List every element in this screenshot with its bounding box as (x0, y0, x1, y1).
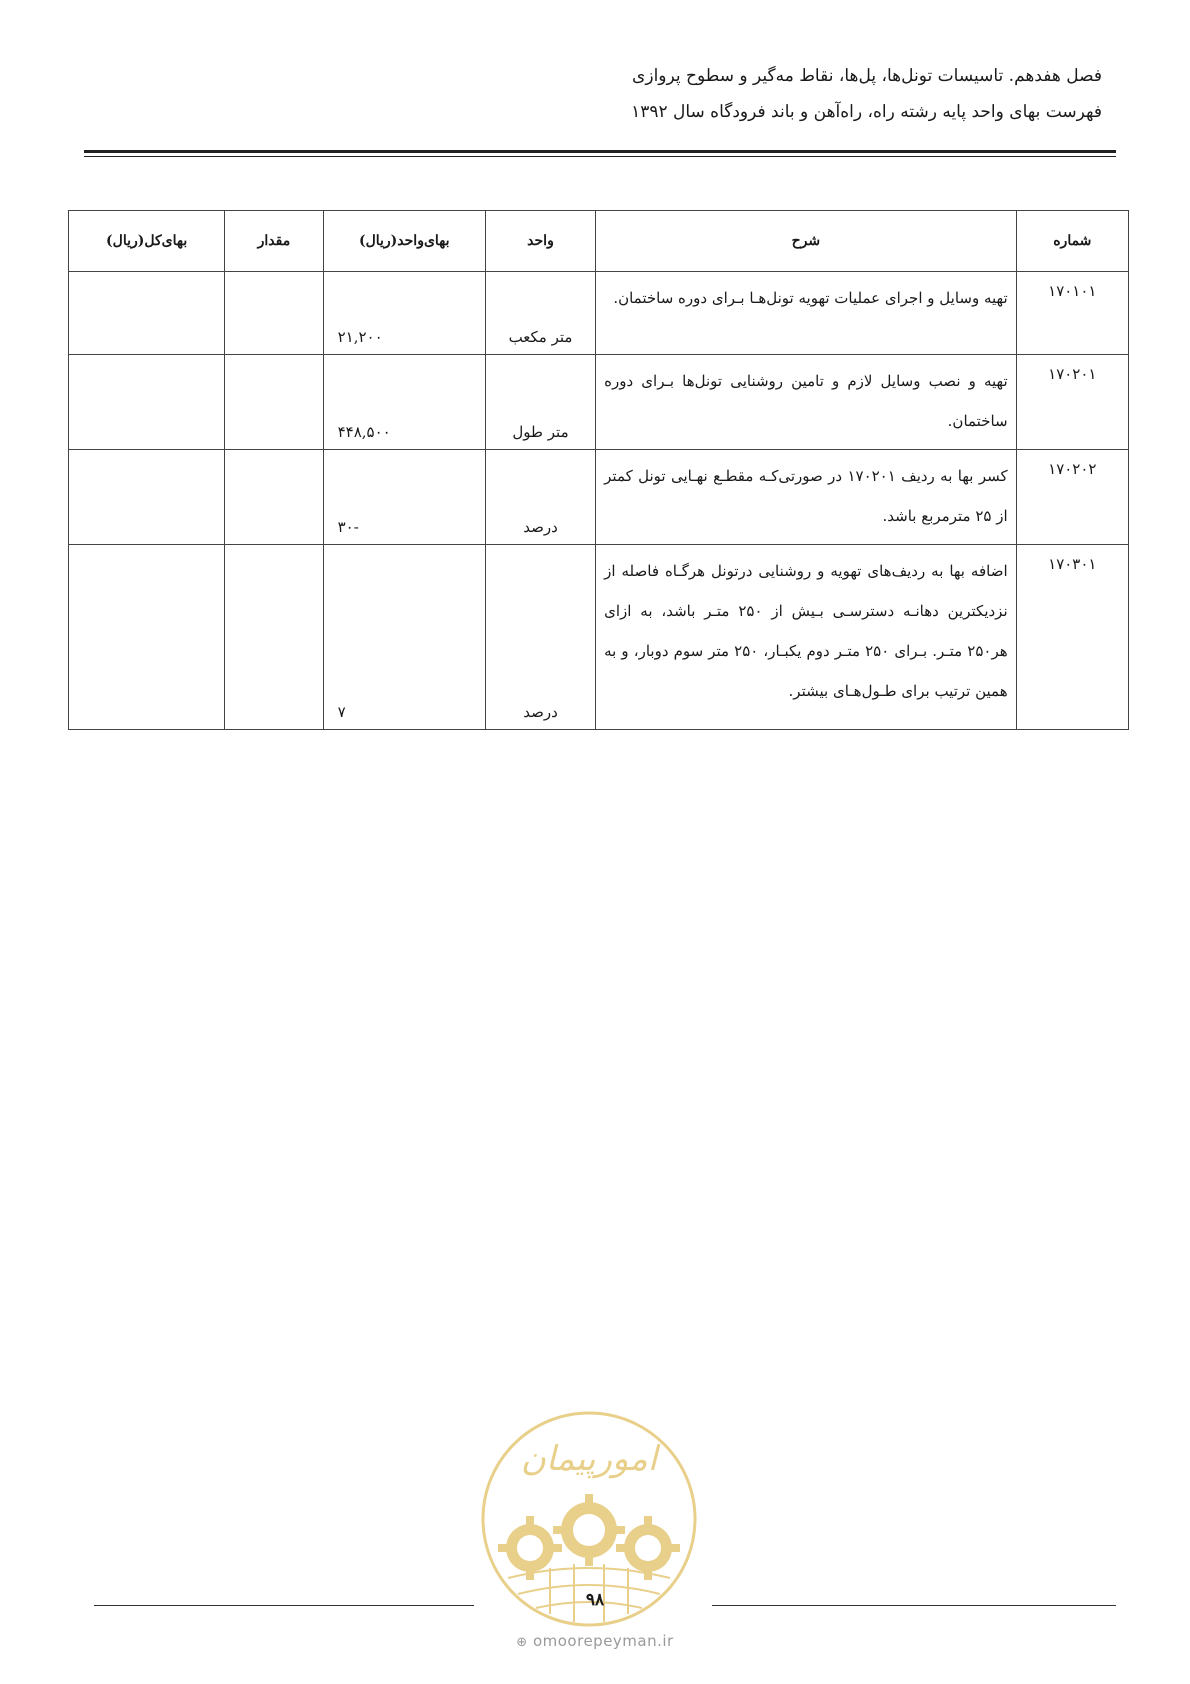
header-number: شماره (1016, 211, 1128, 272)
svg-text:امورپیمان: امورپیمان (520, 1439, 658, 1479)
globe-icon: ⊕ (516, 1635, 528, 1650)
header-rule-thick (84, 150, 1116, 153)
chapter-title: فصل هفدهم. تاسیسات تونل‌ها، پل‌ها، نقاط مه‌گیر و سطوح پروازی (632, 66, 1102, 86)
row-number: ۱۷۰۲۰۱ (1016, 355, 1128, 450)
row-total-price (69, 272, 225, 355)
row-number: ۱۷۰۱۰۱ (1016, 272, 1128, 355)
footer-rule-right (712, 1605, 1116, 1606)
header-quantity: مقدار (225, 211, 323, 272)
row-unit-price: ۴۴۸,۵۰۰ (323, 355, 485, 450)
row-total-price (69, 450, 225, 545)
header-total-price: بهای‌کل(ریال) (69, 211, 225, 272)
row-description: کسر بها به ردیف ۱۷۰۲۰۱ در صورتی‌کـه مقطـع نهـایی تونل کمتر از ۲۵ مترمربع باشد. (596, 450, 1016, 545)
website-text: omoorepeyman.ir (532, 1632, 674, 1650)
row-unit: متر طول (485, 355, 595, 450)
row-total-price (69, 545, 225, 730)
row-quantity (225, 355, 323, 450)
row-description: تهیه و نصب وسایل لازم و تامین روشنایی تونل‌ها بـرای دوره ساختمان. (596, 355, 1016, 450)
website-watermark (490, 1632, 700, 1650)
table-row (69, 272, 1129, 355)
page-number: ۹۸ (585, 1590, 605, 1610)
table-row (69, 450, 1129, 545)
page-header (102, 58, 1102, 130)
row-unit-price: ۲۱,۲۰۰ (323, 272, 485, 355)
row-number: ۱۷۰۲۰۲ (1016, 450, 1128, 545)
row-unit-price: -۳۰ (323, 450, 485, 545)
row-unit-price: ۷ (323, 545, 485, 730)
table-row (69, 545, 1129, 730)
header-rule-thin (84, 156, 1116, 157)
footer-rule-left (94, 1605, 474, 1606)
document-title: فهرست بهای واحد پایه رشته راه، راه‌آهن و باند فرودگاه سال ۱۳۹۲ (631, 102, 1102, 122)
table-row (69, 355, 1129, 450)
table-header-row (69, 211, 1129, 272)
header-unit: واحد (485, 211, 595, 272)
price-table (68, 210, 1129, 730)
row-unit: درصد (485, 545, 595, 730)
row-description: تهیه وسایل و اجرای عملیات تهویه تونل‌هـا بـرای دوره ساختمان. (596, 272, 1016, 355)
row-quantity (225, 545, 323, 730)
row-description: اضافه بها به ردیف‌های تهویه و روشنایی درتونل هرگـاه فاصله از نزدیکترین دهانـه دسترسـی بـیش از ۲۵۰ متـر باشد، به ازای هر۲۵۰ متـر. بـرای ۲۵۰ متـر دوم یکبـار، ۲۵۰ متر سوم دوبار، و به همین ترتیب برای طـول‌هـای بیشتر. (596, 545, 1016, 730)
row-quantity (225, 272, 323, 355)
row-unit: درصد (485, 450, 595, 545)
row-quantity (225, 450, 323, 545)
header-unit-price: بهای‌واحد(ریال) (323, 211, 485, 272)
row-unit: متر مکعب (485, 272, 595, 355)
header-description: شرح (596, 211, 1016, 272)
row-total-price (69, 355, 225, 450)
row-number: ۱۷۰۳۰۱ (1016, 545, 1128, 730)
